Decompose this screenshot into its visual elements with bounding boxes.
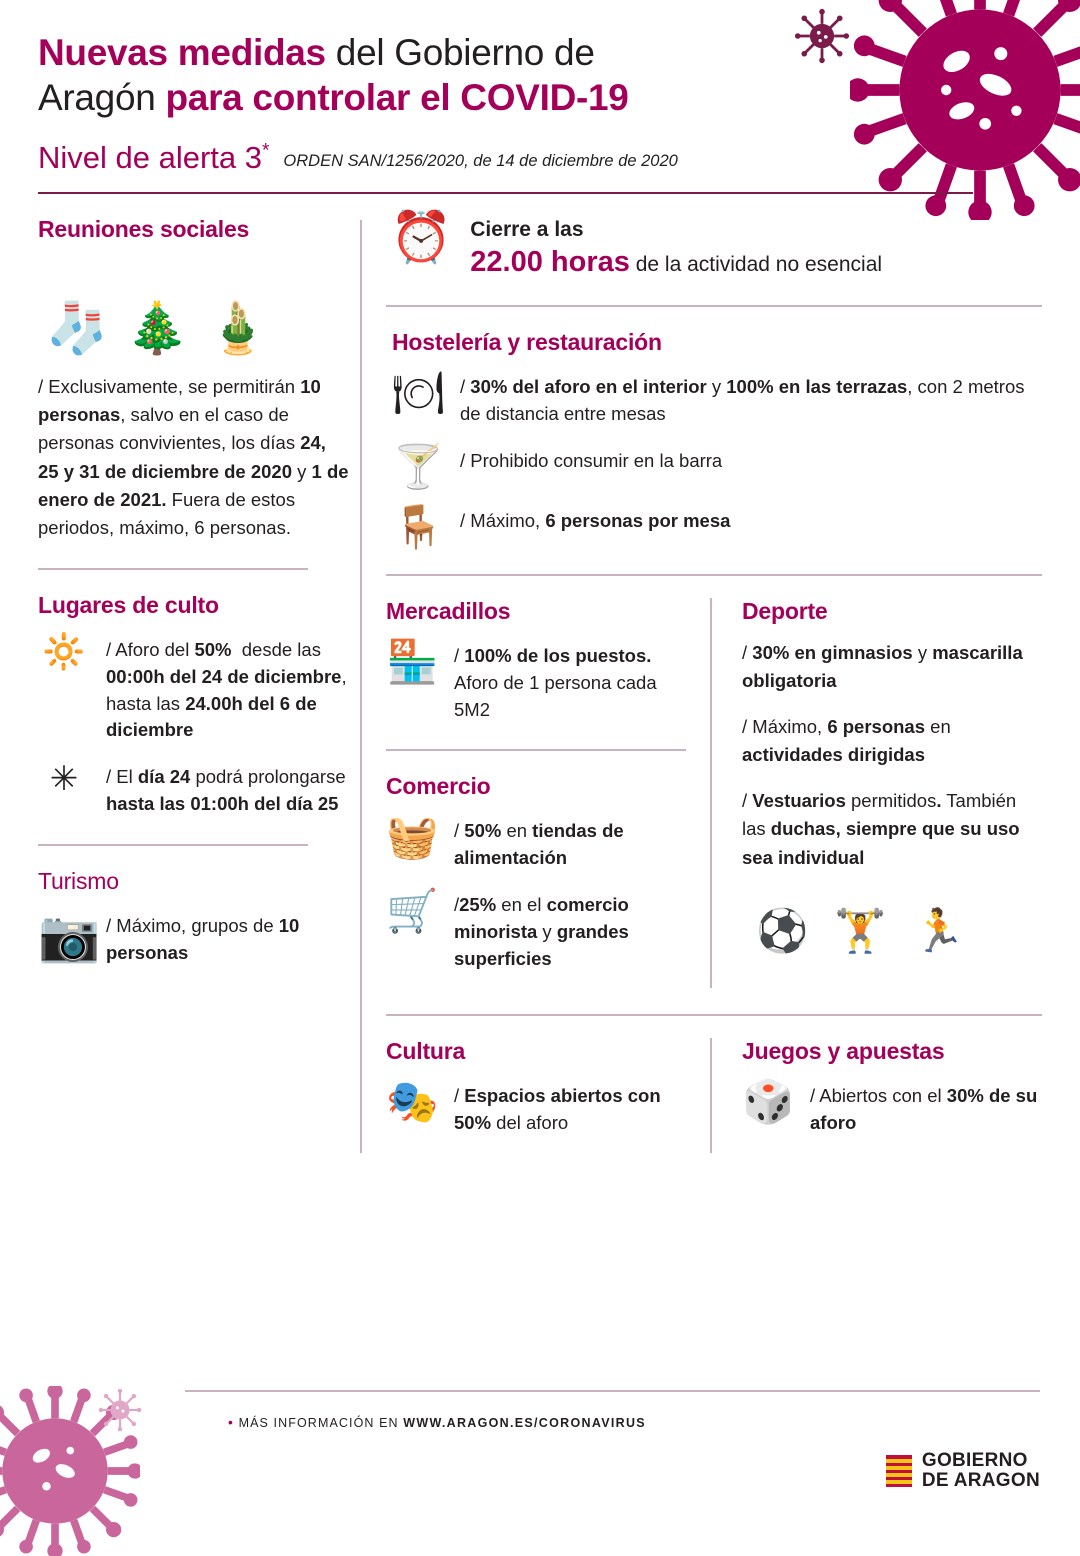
- hospitality-item-1-text: / 30% del aforo en el interior y 100% en las terrazas, con 2 metros de distancia entre mesas: [460, 376, 1025, 425]
- section-deporte: [742, 598, 1042, 952]
- theatre-masks-icon: 🎭: [386, 1078, 439, 1126]
- section-hosteleria: [386, 329, 1042, 548]
- gambling-item: [742, 1079, 1042, 1137]
- infographic-header: [0, 0, 1080, 194]
- sport-item-1-text: / 30% en gimnasios y mascarilla obligatoria: [742, 641, 1023, 691]
- camera-icon: 📷: [38, 907, 101, 964]
- tourism-item-text: / Máximo, grupos de 10 personas: [106, 914, 300, 963]
- sport-icons-row: [756, 890, 1042, 952]
- right-column: [386, 194, 1042, 1153]
- gov-line2: DE ARAGON: [921, 1470, 1040, 1492]
- gov-line1: GOBIERNO: [921, 1449, 1028, 1471]
- christmas-icons-row: [46, 257, 350, 357]
- sport-item-2-text: / Máximo, 6 personas en actividades dirigidas: [742, 716, 951, 766]
- gambling-item-text: / Abiertos con el 30% de su aforo: [810, 1085, 1038, 1134]
- social-rule-text: / Exclusivamente, se permitirán 10 personas, salvo en el caso de personas convivientes, los días 24, 25 y 31 de diciembre de 2020 y 1 de enero de 2021. Fuera de estos periodos, máximo, 6 personas.: [38, 376, 349, 538]
- table-chairs-icon: 🪑: [392, 502, 445, 550]
- worship-item-2: [38, 760, 350, 818]
- market-stall-icon: 🏪: [386, 637, 439, 685]
- alert-level-row: [38, 140, 1040, 176]
- title-part-3: Aragón: [38, 77, 166, 119]
- closing-hours: 22.00 horas: [470, 246, 630, 279]
- star-sparkle-icon: ✳: [49, 760, 79, 799]
- hospitality-item-2: [392, 444, 1042, 488]
- alert-level-label: [38, 140, 269, 176]
- page-title: [38, 30, 828, 120]
- divider-mid-left: [386, 749, 686, 751]
- infographic-footer: [0, 1378, 1080, 1528]
- commerce-item-2-text: /25% en el comercio minorista y grandes superficies: [454, 893, 629, 969]
- sport-item-3-text: / Vestuarios permitidos. También las duchas, siempre que su uso sea individual: [742, 790, 1020, 868]
- shopping-basket-icon: 🧺: [386, 813, 439, 861]
- serving-tray-icon: 🍽: [392, 369, 446, 417]
- section-heading-culture: Cultura: [386, 1038, 466, 1065]
- section-heading-markets: Mercadillos: [386, 597, 511, 624]
- left-column: [38, 194, 350, 1153]
- mid-left-column: [386, 598, 710, 989]
- shopping-cart-icon: 🛒: [386, 886, 439, 934]
- bottom-right-column: [738, 1038, 1042, 1153]
- soccer-ball-icon: ⚽: [756, 906, 809, 954]
- bottom-columns: [386, 1038, 1042, 1153]
- aragon-flag-icon: [886, 1455, 912, 1487]
- commerce-item-1-text: / 50% en tiendas de alimentación: [454, 820, 624, 869]
- divider-right-1: [386, 305, 1042, 307]
- section-comercio: [386, 773, 686, 972]
- light-rays-icon: 🔆: [42, 632, 86, 671]
- dice-icon: 🎲: [742, 1078, 795, 1126]
- section-turismo: [38, 868, 350, 967]
- footer-divider: [185, 1390, 1040, 1392]
- title-part-4: para controlar el COVID-19: [165, 77, 629, 119]
- bottom-left-column: [386, 1038, 710, 1153]
- section-heading-sport: Deporte: [742, 597, 828, 624]
- hospitality-item-3-text: / Máximo, 6 personas por mesa: [460, 509, 731, 531]
- vertical-divider-main: [360, 220, 362, 1153]
- hospitality-item-2-text: / Prohibido consumir en la barra: [460, 449, 723, 471]
- vertical-divider-mid: [710, 598, 712, 989]
- section-heading-commerce: Comercio: [386, 773, 491, 800]
- markets-item: [386, 639, 686, 723]
- divider-right-2: [386, 574, 1042, 576]
- christmas-bauble-icon: 🎍: [206, 300, 269, 357]
- closing-line1: Cierre a las: [470, 218, 584, 242]
- government-logo-text: [922, 1451, 1040, 1492]
- christmas-stocking-icon: 🧦: [46, 300, 109, 357]
- culture-item-text: / Espacios abiertos con 50% del aforo: [454, 1085, 661, 1134]
- alert-level-text: Nivel de alerta 3: [38, 140, 263, 176]
- section-cultura: [386, 1038, 686, 1137]
- divider-left-2: [38, 844, 308, 846]
- worship-item-2-text: / El día 24 podrá prolongarse hasta las 01:00h del día 25: [106, 766, 346, 814]
- title-part-1: Nuevas medidas: [38, 32, 326, 73]
- tourism-item: [38, 909, 350, 967]
- divider-right-3: [386, 1014, 1042, 1016]
- bullet-icon: •: [228, 1414, 235, 1430]
- section-heading-worship: Lugares de culto: [38, 591, 219, 618]
- divider-left-1: [38, 568, 308, 570]
- infographic-body: [0, 194, 1080, 1153]
- markets-item-text: / 100% de los puestos. Aforo de 1 persona cada 5M2: [454, 644, 657, 720]
- section-juegos-apuestas: [742, 1038, 1042, 1137]
- title-part-2: del Gobierno de: [325, 32, 595, 73]
- mid-columns: [386, 598, 1042, 989]
- closing-time-block: [386, 209, 1042, 279]
- weightlifting-icon: 🏋: [834, 906, 887, 954]
- culture-item: [386, 1079, 686, 1137]
- running-icon: 🏃: [912, 906, 965, 954]
- section-heading-tourism: Turismo: [38, 867, 119, 894]
- worship-item-1-text: / Aforo del 50% desde las 00:00h del 24 de diciembre, hasta las 24.00h del 6 de diciembre: [106, 638, 347, 741]
- closing-line2: [470, 246, 882, 279]
- section-reuniones-sociales: [38, 216, 350, 542]
- cocktail-icon: 🍸: [392, 442, 445, 490]
- hospitality-item-1: [392, 370, 1042, 428]
- section-mercadillos: [386, 598, 686, 723]
- hospitality-item-3: [392, 504, 1042, 548]
- more-info-line: [228, 1414, 646, 1430]
- alarm-clock-icon: ⏰: [390, 209, 453, 266]
- commerce-item-2: [386, 888, 686, 972]
- more-info-label: MÁS INFORMACIÓN EN: [238, 1416, 404, 1430]
- section-heading-hospitality: Hostelería y restauración: [392, 329, 662, 356]
- alert-level-asterisk: *: [262, 140, 270, 162]
- vertical-divider-bottom: [710, 1038, 712, 1153]
- section-heading-social: Reuniones sociales: [38, 216, 250, 243]
- order-reference: ORDEN SAN/1256/2020, de 14 de diciembre de 2020: [283, 152, 678, 171]
- mid-right-column: [738, 598, 1042, 989]
- christmas-tree-icon: 🎄: [126, 300, 189, 357]
- section-heading-gambling: Juegos y apuestas: [742, 1038, 945, 1065]
- worship-item-1: [38, 633, 350, 744]
- section-lugares-de-culto: [38, 592, 350, 818]
- closing-rest: de la actividad no esencial: [629, 253, 883, 277]
- website-url[interactable]: WWW.ARAGON.ES/CORONAVIRUS: [403, 1416, 646, 1430]
- government-logo: [886, 1451, 1040, 1492]
- commerce-item-1: [386, 814, 686, 872]
